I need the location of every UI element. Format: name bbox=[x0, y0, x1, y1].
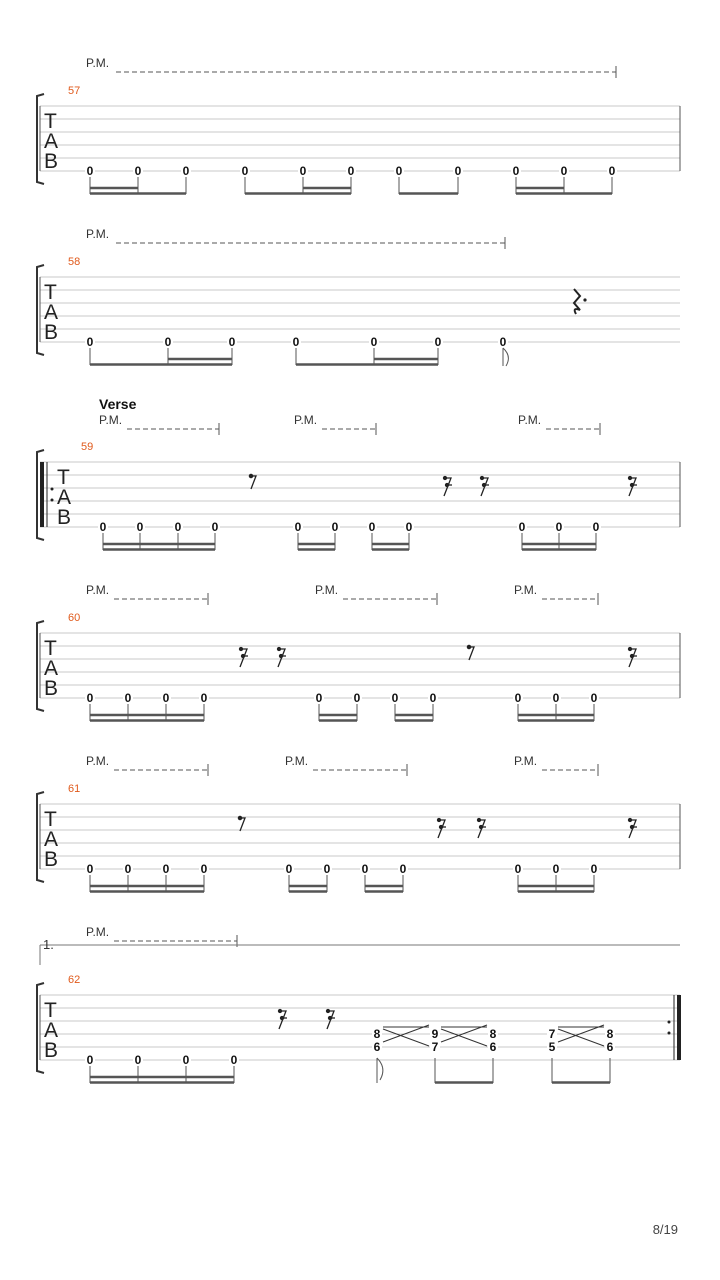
fret-number: 0 bbox=[608, 164, 616, 178]
palm-mute-label: P.M. bbox=[315, 583, 339, 597]
tab-letter-a: A bbox=[44, 130, 59, 153]
fret-number: 0 bbox=[162, 691, 170, 705]
tab-letter-t: T bbox=[44, 637, 57, 660]
fret-number: 0 bbox=[164, 335, 172, 349]
fret-number: 0 bbox=[162, 862, 170, 876]
fret-number: 0 bbox=[86, 164, 94, 178]
tab-letter-t: T bbox=[44, 808, 57, 831]
fret-number: 0 bbox=[292, 335, 300, 349]
fret-number: 0 bbox=[124, 691, 132, 705]
fret-number: 5 bbox=[548, 1040, 556, 1054]
tab-letter-b: B bbox=[44, 321, 59, 344]
rest-symbols bbox=[240, 645, 638, 667]
rhythm-beams bbox=[90, 177, 612, 194]
palm-mute-label: P.M. bbox=[86, 754, 110, 768]
tab-letter-b: B bbox=[57, 506, 72, 529]
fret-number: 0 bbox=[200, 691, 208, 705]
fret-number: 0 bbox=[552, 862, 560, 876]
fret-number: 0 bbox=[136, 520, 144, 534]
fret-number: 0 bbox=[134, 164, 142, 178]
fret-number: 0 bbox=[395, 164, 403, 178]
system-60 bbox=[37, 583, 680, 721]
fret-number: 0 bbox=[399, 862, 407, 876]
fret-number: 0 bbox=[134, 1053, 142, 1067]
rhythm-beams bbox=[90, 1058, 610, 1083]
palm-mute-label: P.M. bbox=[86, 925, 110, 939]
rest-symbols bbox=[238, 816, 637, 838]
fret-number: 0 bbox=[182, 164, 190, 178]
page-number: 8/19 bbox=[652, 1222, 678, 1237]
fret-number: 0 bbox=[560, 164, 568, 178]
fret-number: 0 bbox=[285, 862, 293, 876]
palm-mute-label: P.M. bbox=[86, 227, 110, 241]
fret-number: 0 bbox=[99, 520, 107, 534]
fret-number: 0 bbox=[368, 520, 376, 534]
volta-label: 1. bbox=[43, 937, 54, 952]
tab-letter-b: B bbox=[44, 1039, 59, 1062]
system-62 bbox=[37, 925, 681, 1083]
fret-number: 0 bbox=[514, 862, 522, 876]
fret-number: 0 bbox=[454, 164, 462, 178]
quarter-rest-dotted bbox=[574, 289, 587, 314]
fret-number: 0 bbox=[518, 520, 526, 534]
fret-number: 0 bbox=[241, 164, 249, 178]
tab-letter-a: A bbox=[57, 486, 72, 509]
repeat-start-barline bbox=[40, 462, 54, 527]
fret-number: 0 bbox=[361, 862, 369, 876]
fret-number: 0 bbox=[429, 691, 437, 705]
fret-number: 7 bbox=[548, 1027, 556, 1041]
fret-number: 0 bbox=[86, 1053, 94, 1067]
measure-number: 57 bbox=[68, 85, 81, 97]
fret-number: 7 bbox=[431, 1040, 439, 1054]
fret-number: 0 bbox=[552, 691, 560, 705]
fret-number: 8 bbox=[373, 1027, 381, 1041]
measure-number: 61 bbox=[68, 783, 81, 795]
fret-number: 0 bbox=[590, 862, 598, 876]
tab-letter-t: T bbox=[57, 466, 70, 489]
fret-number: 0 bbox=[228, 335, 236, 349]
fret-number: 0 bbox=[514, 691, 522, 705]
tab-staff-lines bbox=[40, 633, 680, 698]
system-58 bbox=[37, 227, 680, 366]
palm-mute-label: P.M. bbox=[285, 754, 309, 768]
fret-number: 6 bbox=[489, 1040, 497, 1054]
rest-symbols bbox=[249, 474, 637, 496]
palm-mute-label: P.M. bbox=[514, 754, 538, 768]
tab-staff-lines bbox=[40, 462, 680, 527]
palm-mute-label: P.M. bbox=[86, 583, 110, 597]
measure-number: 62 bbox=[68, 974, 81, 986]
palm-mute-label: P.M. bbox=[294, 413, 318, 427]
palm-mute-label: P.M. bbox=[99, 413, 123, 427]
fret-number: 0 bbox=[174, 520, 182, 534]
fret-number: 0 bbox=[434, 335, 442, 349]
fret-number: 8 bbox=[489, 1027, 497, 1041]
fret-number: 8 bbox=[606, 1027, 614, 1041]
volta-bracket bbox=[40, 937, 680, 965]
tab-letter-b: B bbox=[44, 677, 59, 700]
fret-number: 0 bbox=[86, 335, 94, 349]
fret-number: 0 bbox=[512, 164, 520, 178]
tab-staff-lines bbox=[40, 106, 680, 171]
rhythm-beams bbox=[90, 704, 594, 721]
fret-number: 0 bbox=[323, 862, 331, 876]
fret-number: 0 bbox=[555, 520, 563, 534]
tab-staff-lines bbox=[40, 277, 680, 342]
palm-mute-label: P.M. bbox=[518, 413, 542, 427]
fret-number: 6 bbox=[373, 1040, 381, 1054]
tab-staff-lines bbox=[40, 804, 680, 869]
system-59 bbox=[37, 396, 680, 550]
measure-number: 60 bbox=[68, 612, 81, 624]
tab-letter-a: A bbox=[44, 657, 59, 680]
fret-number: 0 bbox=[211, 520, 219, 534]
tab-letter-a: A bbox=[44, 1019, 59, 1042]
fret-number: 0 bbox=[182, 1053, 190, 1067]
fret-number: 0 bbox=[405, 520, 413, 534]
fret-number: 0 bbox=[499, 335, 507, 349]
tab-letter-t: T bbox=[44, 999, 57, 1022]
fret-number: 0 bbox=[592, 520, 600, 534]
fret-number: 0 bbox=[315, 691, 323, 705]
measure-number: 58 bbox=[68, 256, 81, 268]
rest-symbols bbox=[279, 1010, 336, 1030]
palm-mute-label: P.M. bbox=[514, 583, 538, 597]
system-61 bbox=[37, 754, 680, 892]
fret-number: 0 bbox=[230, 1053, 238, 1067]
fret-number: 0 bbox=[86, 691, 94, 705]
tab-letter-t: T bbox=[44, 281, 57, 304]
fret-number: 0 bbox=[590, 691, 598, 705]
fret-number: 0 bbox=[299, 164, 307, 178]
system-57 bbox=[37, 56, 680, 194]
tab-letter-a: A bbox=[44, 828, 59, 851]
fret-number: 0 bbox=[331, 520, 339, 534]
palm-mute-label: P.M. bbox=[86, 56, 110, 70]
fret-number: 0 bbox=[391, 691, 399, 705]
rhythm-beams bbox=[90, 348, 508, 366]
fret-number: 0 bbox=[347, 164, 355, 178]
fret-number: 0 bbox=[124, 862, 132, 876]
section-label: Verse bbox=[99, 396, 137, 412]
tab-letter-b: B bbox=[44, 848, 59, 871]
fret-number: 0 bbox=[353, 691, 361, 705]
rhythm-beams bbox=[103, 533, 596, 550]
measure-number: 59 bbox=[81, 441, 94, 453]
fret-number: 0 bbox=[200, 862, 208, 876]
fret-number: 0 bbox=[370, 335, 378, 349]
tab-letter-t: T bbox=[44, 110, 57, 133]
tab-letter-b: B bbox=[44, 150, 59, 173]
fret-number: 0 bbox=[294, 520, 302, 534]
fret-number: 9 bbox=[431, 1027, 439, 1041]
tab-letter-a: A bbox=[44, 301, 59, 324]
repeat-end-barline bbox=[668, 995, 682, 1060]
fret-number: 6 bbox=[606, 1040, 614, 1054]
rhythm-beams bbox=[90, 875, 594, 892]
fret-number: 0 bbox=[86, 862, 94, 876]
